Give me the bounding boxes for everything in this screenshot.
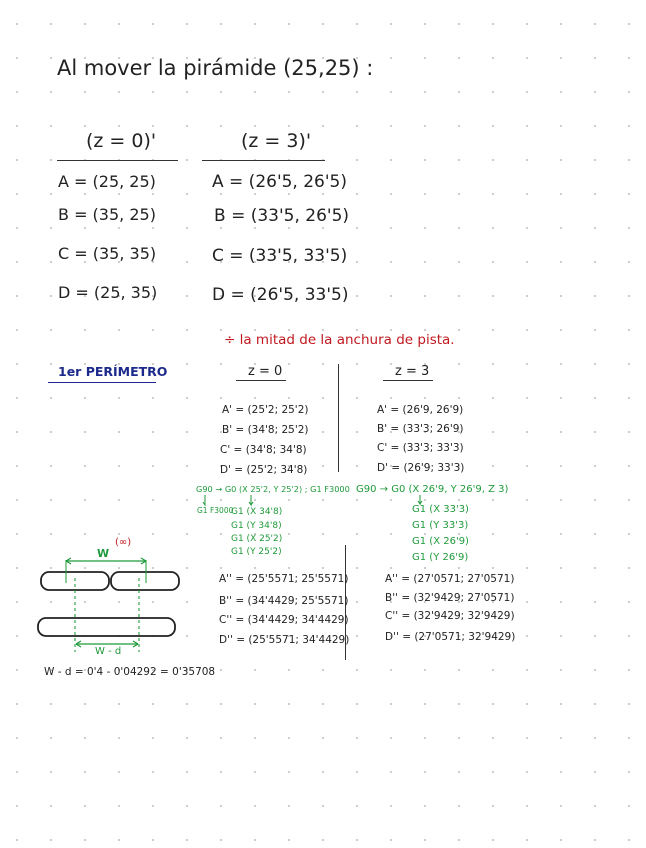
gcode-arrow-right [418, 495, 422, 504]
z3-double-a: A'' = (27'0571; 27'0571) [385, 573, 515, 585]
col-z0-header: (z = 0)' [86, 130, 157, 152]
z3-double-d: D'' = (27'0571; 32'9429) [385, 631, 516, 643]
z0-prime-a: A' = (25'2; 25'2) [222, 404, 309, 416]
z0-feed-line: G1 F3000 [197, 506, 234, 515]
z0-double-b: B'' = (34'4429; 25'5571) [219, 595, 349, 607]
z3-prime-d: D' = (26'9; 33'3) [377, 462, 465, 474]
z0-prime-d: D' = (25'2; 34'8) [220, 464, 308, 476]
z0-point-b: B = (35, 25) [58, 205, 156, 224]
z0-point-d: D = (25, 35) [58, 283, 158, 302]
z0-prime-c: C' = (34'8; 34'8) [220, 444, 307, 456]
z3-point-c: C = (33'5, 33'5) [212, 246, 348, 266]
z0-point-c: C = (35, 35) [58, 244, 157, 263]
infinity-label: (∞) [115, 537, 132, 548]
z0-prime-b: B' = (34'8; 25'2) [222, 424, 309, 436]
z0-point-a: A = (25, 25) [58, 172, 156, 191]
w-minus-d-label: W - d [95, 646, 122, 657]
z3-move-3: G1 (X 26'9) [412, 536, 469, 547]
track-segment-bottom [38, 618, 175, 636]
z0-move-3: G1 (X 25'2) [231, 534, 283, 544]
z3-double-c: C'' = (32'9429; 32'9429) [385, 610, 515, 622]
z3-gcode-line: G90 → G0 (X 26'9, Y 26'9, Z 3) [356, 484, 509, 495]
z3-move-4: G1 (Y 26'9) [412, 552, 469, 563]
z3-point-a: A = (26'5, 26'5) [212, 172, 347, 192]
z3-prime-b: B' = (33'3; 26'9) [377, 423, 464, 435]
z0-double-c: C'' = (34'4429; 34'4429) [219, 614, 349, 626]
track-segment-top-right [111, 572, 179, 590]
z3-prime-a: A' = (26'9, 26'9) [377, 404, 464, 416]
z0-gcode-line: G90 → G0 (X 25'2, Y 25'2) ; G1 F3000 [196, 484, 350, 494]
z0-double-a: A'' = (25'5571; 25'5571) [219, 573, 349, 585]
red-note: ÷ la mitad de la anchura de pista. [224, 332, 455, 348]
z3-move-1: G1 (X 33'3) [412, 504, 469, 515]
z0-move-1: G1 (X 34'8) [231, 507, 283, 517]
w-label: W [97, 547, 110, 560]
col-z3-header: (z = 3)' [241, 130, 312, 152]
z3-move-2: G1 (Y 33'3) [412, 520, 469, 531]
page-title: Al mover la pirámide (25,25) : [57, 56, 374, 80]
z0-move-4: G1 (Y 25'2) [231, 547, 282, 557]
section-z0-header: z = 0 [248, 364, 283, 379]
gcode-arrow-left [203, 495, 205, 505]
z3-point-d: D = (26'5, 33'5) [212, 285, 349, 305]
z0-move-2: G1 (Y 34'8) [231, 521, 282, 531]
z0-double-d: D'' = (25'5571; 34'4429) [219, 634, 350, 646]
gcode-arrow-mid [249, 495, 253, 505]
z3-double-b: B'' = (32'9429; 27'0571) [385, 592, 515, 604]
z3-prime-c: C' = (33'3; 33'3) [377, 442, 464, 454]
perimeter-heading: 1er PERÍMETRO [58, 364, 168, 379]
w-minus-d-formula: W - d = 0'4 - 0'04292 = 0'35708 [44, 666, 216, 678]
section-z3-header: z = 3 [395, 364, 430, 379]
z3-point-b: B = (33'5, 26'5) [214, 206, 350, 226]
